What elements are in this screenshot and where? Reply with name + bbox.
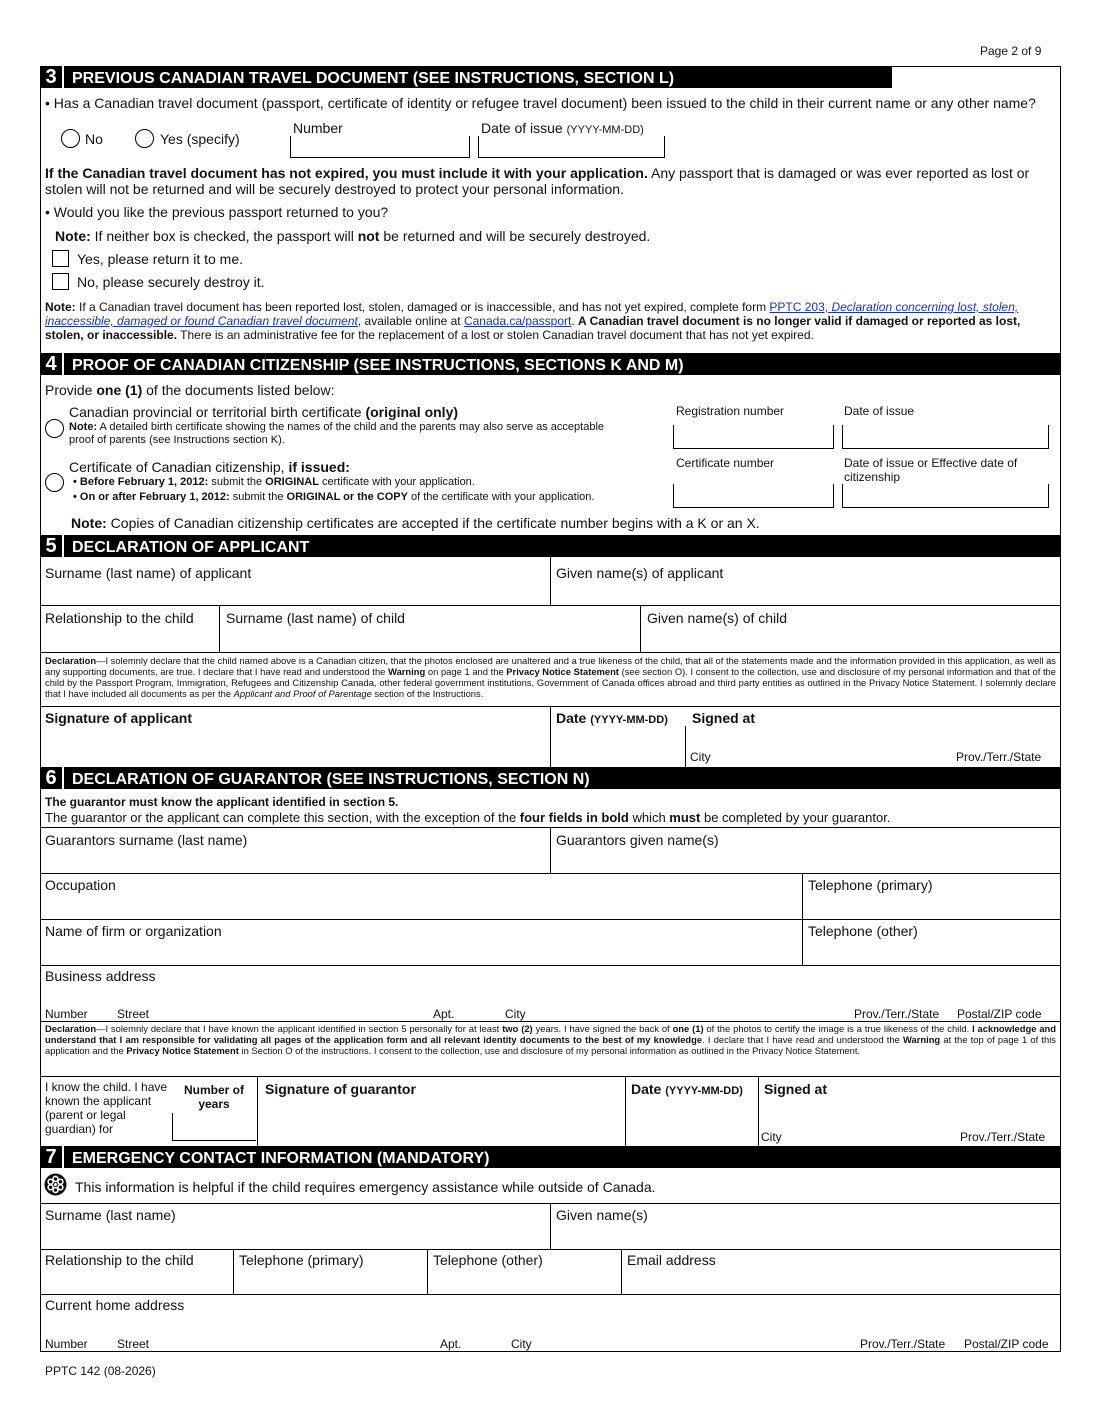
previous-document-number-field[interactable] [290,136,470,158]
child-given-name-field[interactable] [641,624,1059,651]
return-passport-question: • Would you like the previous passport returned to you? [45,204,389,220]
no-label: No [85,131,103,147]
section-number: 6 [40,767,64,789]
lost-stolen-note: Note: If a Canadian travel document has been reported lost, stolen, damaged or is inaccessible, and has not yet expired, complete form PPTC 203, Declaration concerning lost, stolen, inaccessible, damaged or found Canadian travel document, available online at Canada.ca/passport. A Canadian travel document is no longer valid if damaged or reported as lost, stolen, or inaccessible. There is an administrative fee for the replacement of a lost or stolen Canadian travel document that has not yet expired. [45,300,1021,342]
citizenship-copies-note: Note: Copies of Canadian citizenship certificates are accepted if the certificate number begins with a K or an X. [71,515,760,531]
applicant-date-label: Date (YYYY-MM-DD) [556,710,668,726]
yes-specify-radio[interactable] [135,129,154,148]
child-given-name-label: Given name(s) of child [647,610,788,626]
section-6-header [40,767,1061,789]
return-passport-checkbox[interactable] [52,250,69,267]
emergency-surname-field[interactable] [41,1224,549,1248]
home-postal-label: Postal/ZIP code [964,1337,1049,1351]
guarantor-telephone-primary-label: Telephone (primary) [808,877,933,893]
emergency-telephone-other-field[interactable] [428,1270,620,1293]
emergency-telephone-other-label: Telephone (other) [433,1252,543,1268]
home-number-label: Number [45,1337,88,1351]
guarantor-given-name-field[interactable] [551,848,1059,872]
section-title: DECLARATION OF GUARANTOR (SEE INSTRUCTIONS, SECTION N) [72,771,590,788]
before-2012-rule: • Before February 1, 2012: submit the ORIGINAL certificate with your application. [73,476,475,488]
date-of-issue-label: Date of issue (YYYY-MM-DD) [481,120,644,136]
after-2012-rule: • On or after February 1, 2012: submit the ORIGINAL or the COPY of the certificate with your application. [73,491,595,503]
business-address-label: Business address [45,968,156,984]
citizenship-date-label: Date of issue or Effective date of citizenship [844,456,1018,484]
citizenship-certificate-radio[interactable] [45,473,64,492]
previous-document-question: • Has a Canadian travel document (passport, certificate of identity or refugee travel document) been issued to the child in their current name or any other name? [45,95,1036,111]
emergency-info-text: This information is helpful if the child requires emergency assistance while outside of Canada. [75,1179,656,1195]
section-3-header [40,66,892,88]
guarantor-city-label: City [761,1130,782,1144]
citizenship-date-field[interactable] [842,484,1049,508]
guarantor-surname-label: Guarantors surname (last name) [45,832,248,848]
relationship-to-child-field[interactable] [41,624,218,651]
section-number: 4 [40,353,64,375]
home-prov-label: Prov./Terr./State [860,1337,946,1351]
applicant-signed-at-field[interactable] [686,728,1059,750]
pptc-203-link[interactable]: PPTC 203, Declaration concerning lost, stolen, inaccessible, damaged or found Canadian travel document [45,300,1019,328]
section-title: EMERGENCY CONTACT INFORMATION (MANDATORY) [72,1150,490,1167]
guarantor-declaration-text: Declaration—I solemnly declare that I have known the applicant identified in section 5 personally for at least two (2) years. I have signed the back of one (1) of the photos to certify the image is a true likeness of the child. I acknowledge and understand that I am responsible for validating all pages of the application form and all relevant identity documents to the best of my knowledge. I declare that I have read and understood the Warning at the top of page 1 of this application and the Privacy Notice Statement in Section O of the instructions. I consent to the collection, use and disclosure of my personal information as outlined in the Privacy Notice Statement. [45,1023,1056,1056]
birth-certificate-note: Note: A detailed birth certificate showing the names of the child and the parents may also serve as acceptable proof of parents (see Instructions section K). [69,421,605,446]
guarantor-signed-at-field[interactable] [759,1098,1059,1128]
emergency-email-label: Email address [627,1252,716,1268]
emergency-surname-label: Surname (last name) [45,1207,176,1223]
occupation-field[interactable] [41,893,801,918]
address-city-label: City [505,1007,526,1021]
emergency-email-field[interactable] [622,1270,1059,1293]
destroy-passport-checkbox[interactable] [52,273,69,290]
certificate-number-field[interactable] [673,484,834,508]
registration-number-field[interactable] [673,425,834,449]
guarantor-signature-label: Signature of guarantor [265,1081,416,1097]
canada-passport-link[interactable]: Canada.ca/passport [463,314,572,328]
guarantor-signature-field[interactable] [258,1098,624,1145]
guarantor-telephone-other-label: Telephone (other) [808,923,918,939]
occupation-label: Occupation [45,877,116,893]
destroy-passport-label: No, please securely destroy it. [77,274,265,290]
applicant-surname-label: Surname (last name) of applicant [45,565,252,581]
emergency-given-name-field[interactable] [551,1224,1059,1248]
applicant-given-name-label: Given name(s) of applicant [556,565,724,581]
firm-name-label: Name of firm or organization [45,923,222,939]
registration-number-label: Registration number [676,404,785,418]
form-code: PPTC 142 (08-2026) [45,1364,156,1378]
guarantor-date-field[interactable] [626,1098,757,1145]
number-label: Number [293,120,343,136]
citizenship-certificate-label: Certificate of Canadian citizenship, if issued: [69,459,350,475]
return-passport-label: Yes, please return it to me. [77,251,244,267]
applicant-date-field[interactable] [551,728,684,766]
home-street-label: Street [117,1337,150,1351]
section-title: DECLARATION OF APPLICANT [72,539,310,556]
firm-name-field[interactable] [41,939,801,964]
return-passport-note: Note: If neither box is checked, the passport will not be returned and will be securely destroyed. [55,228,651,244]
emergency-relationship-label: Relationship to the child [45,1252,194,1268]
guarantor-fields-instruction: The guarantor or the applicant can complete this section, with the exception of the four fields in bold which must be completed by your guarantor. [45,810,891,825]
address-street-label: Street [117,1007,150,1021]
applicant-surname-field[interactable] [41,576,549,604]
home-apt-label: Apt. [440,1337,462,1351]
no-radio[interactable] [61,129,80,148]
birth-certificate-radio[interactable] [45,419,64,438]
section-5-header [40,535,1061,557]
previous-document-date-field[interactable] [478,136,665,158]
emergency-telephone-primary-field[interactable] [234,1270,426,1293]
birth-date-of-issue-field[interactable] [842,425,1049,449]
home-address-field[interactable] [41,1314,1059,1336]
address-postal-label: Postal/ZIP code [957,1007,1042,1021]
child-surname-label: Surname (last name) of child [226,610,405,626]
signed-at-prov-label: Prov./Terr./State [956,750,1042,764]
number-of-years-label: Number of years [184,1083,244,1111]
relationship-to-child-label: Relationship to the child [45,610,194,626]
home-city-label: City [511,1337,532,1351]
provide-one-instruction: Provide one (1) of the documents listed below: [45,382,335,398]
guarantor-signed-at-label: Signed at [764,1081,828,1097]
guarantor-date-label: Date (YYYY-MM-DD) [631,1081,743,1097]
address-number-label: Number [45,1007,88,1021]
section-4-header [40,353,1061,375]
section-7-header [40,1146,1061,1168]
business-address-field[interactable] [41,985,1059,1006]
emergency-info-icon [44,1173,67,1196]
emergency-relationship-field[interactable] [41,1270,232,1293]
home-address-label: Current home address [45,1297,185,1313]
applicant-signature-label: Signature of applicant [45,710,193,726]
section-title: PREVIOUS CANADIAN TRAVEL DOCUMENT (SEE INSTRUCTIONS, SECTION L) [72,70,675,87]
birth-certificate-label: Canadian provincial or territorial birth certificate (original only) [69,404,459,420]
number-of-years-field[interactable] [172,1113,256,1141]
emergency-given-name-label: Given name(s) [556,1207,648,1223]
include-document-notice: If the Canadian travel document has not expired, you must include it with your application. Any passport that is damaged or was ever reported as lost or stolen will not be returned and will be securely destroyed to protect your personal information. [45,165,1030,197]
child-surname-field[interactable] [220,624,639,651]
guarantor-must-know-text: The guarantor must know the applicant identified in section 5. [45,795,399,809]
emergency-telephone-primary-label: Telephone (primary) [239,1252,364,1268]
applicant-signature-field[interactable] [41,728,549,766]
yes-specify-label: Yes (specify) [160,131,240,147]
section-number: 7 [40,1146,64,1168]
guarantor-telephone-primary-field[interactable] [803,893,1059,918]
guarantor-prov-label: Prov./Terr./State [960,1130,1046,1144]
signed-at-city-label: City [690,750,711,764]
applicant-given-name-field[interactable] [551,576,1059,604]
address-apt-label: Apt. [433,1007,455,1021]
section-title: PROOF OF CANADIAN CITIZENSHIP (SEE INSTRUCTIONS, SECTIONS K AND M) [72,357,684,374]
birth-date-of-issue-label: Date of issue [844,404,915,418]
guarantor-surname-field[interactable] [41,848,549,872]
know-child-statement: I know the child. I have known the applicant (parent or legal guardian) for [45,1080,168,1136]
applicant-declaration-text: Declaration—I solemnly declare that the child named above is a Canadian citizen, that the photos enclosed are unaltered and a true likeness of the child, that all of the statements made and the information provided in this application, as well as any supporting documents, are true. I declare that I have read and understood the Warning on page 1 and the Privacy Notice Statement (see section O). I consent to the collection, use and disclosure of my personal information and that of the child by the Passport Program, Immigration, Refugees and Citizenship Canada, other federal government institutions, Government of Canada offices abroad and third party entities as outlined in the Privacy Notice Statement. I solemnly declare that I have included all documents as per the Applicant and Proof of Parentage section of the Instructions. [45,655,1056,699]
page-number: Page 2 of 9 [980,44,1042,58]
guarantor-telephone-other-field[interactable] [803,939,1059,964]
guarantor-given-name-label: Guarantors given name(s) [556,832,719,848]
applicant-signed-at-label: Signed at [692,710,756,726]
certificate-number-label: Certificate number [676,456,775,470]
address-prov-label: Prov./Terr./State [854,1007,940,1021]
section-number: 3 [40,66,64,88]
section-number: 5 [40,535,64,557]
